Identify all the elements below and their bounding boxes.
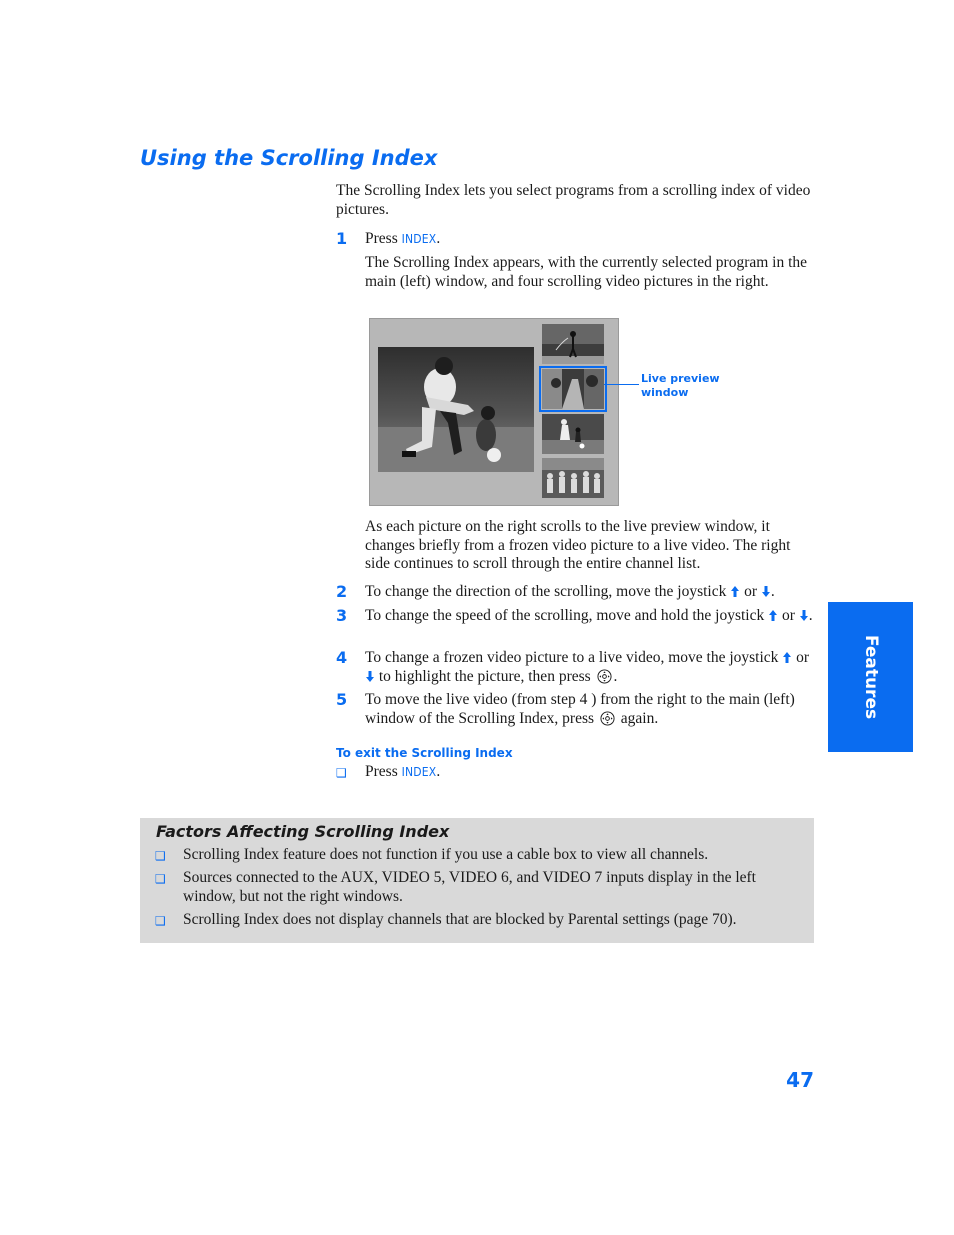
step-2-or: or: [744, 583, 758, 600]
checkbox-bullet-icon: ❑: [155, 872, 166, 886]
step-1-post: .: [436, 230, 441, 247]
intro-paragraph: The Scrolling Index lets you select programs from a scrolling index of video pictures.: [336, 182, 811, 218]
step-4-text: [365, 649, 815, 686]
up-arrow-icon: [731, 586, 739, 597]
page-number: 47: [786, 1068, 814, 1092]
factors-title: Factors Affecting Scrolling Index: [156, 822, 450, 841]
step-2-text: [365, 583, 815, 602]
down-arrow-icon: [366, 671, 374, 682]
thumbnail-4: [542, 458, 604, 498]
thumbnail-3: [542, 414, 604, 454]
step-3-text: [365, 607, 815, 626]
step-5-text: [365, 691, 815, 728]
step-3-end: .: [808, 607, 813, 624]
live-preview-callout: Live preview window: [641, 372, 720, 399]
step-4-end: .: [613, 667, 618, 685]
exit-pre: Press: [365, 763, 402, 780]
up-arrow-icon: [769, 610, 777, 621]
page-title: Using the Scrolling Index: [140, 146, 438, 170]
factors-panel: [140, 818, 814, 943]
step-4-mid: to highlight the picture, then press: [378, 667, 591, 685]
down-arrow-icon: [800, 610, 808, 621]
exit-text: [365, 763, 815, 782]
index-key-label: INDEX: [401, 765, 437, 779]
step-number-2: 2: [336, 582, 348, 601]
down-arrow-icon: [762, 586, 770, 597]
step-number-1: 1: [336, 229, 348, 248]
factor-item-3: Scrolling Index does not display channels that are blocked by Parental settings (page 70).: [183, 911, 737, 928]
step-5-body: To move the live video (from step 4 ) from the right to the main (left) window of the Scrolling Index, press: [365, 691, 795, 727]
exit-post: .: [436, 763, 441, 780]
factor-item-2: Sources connected to the AUX, VIDEO 5, VIDEO 6, and VIDEO 7 inputs display in the left window, but not the right windows.: [183, 869, 756, 905]
step-5-end: again.: [620, 709, 659, 727]
scrolling-index-screen: [369, 318, 619, 506]
factor-item-1: Scrolling Index feature does not function if you use a cable box to view all channels.: [183, 846, 709, 863]
joystick-press-icon: [597, 669, 612, 684]
callout-leader-line: [604, 384, 639, 385]
step-3-or: or: [781, 607, 795, 624]
checkbox-bullet-icon: ❑: [336, 766, 347, 780]
live-preview-thumbnail: [542, 369, 604, 409]
thumbnail-1: [542, 324, 604, 364]
checkbox-bullet-icon: ❑: [155, 849, 166, 863]
main-window-picture: [378, 347, 534, 472]
up-arrow-icon: [783, 652, 791, 663]
index-key-label: INDEX: [401, 232, 437, 246]
checkbox-bullet-icon: ❑: [155, 914, 166, 928]
step-1-text: [365, 230, 815, 249]
side-tab-label: Features: [860, 634, 881, 720]
step-4-body: To change a frozen video picture to a live video, move the joystick: [365, 649, 779, 666]
step-2-end: .: [770, 583, 775, 600]
exit-heading: To exit the Scrolling Index: [336, 746, 513, 760]
step-number-4: 4: [336, 648, 348, 667]
step-2-body: To change the direction of the scrolling, move the joystick: [365, 583, 727, 600]
step-number-3: 3: [336, 606, 348, 625]
step-3-body: To change the speed of the scrolling, move and hold the joystick: [365, 607, 765, 624]
step-4-or: or: [796, 649, 810, 666]
step-number-5: 5: [336, 690, 348, 709]
after-figure-paragraph: As each picture on the right scrolls to the live preview window, it changes briefly from a frozen video picture to a live video. The right side continues to scroll through the entire channel list.: [365, 518, 791, 573]
features-side-tab: [828, 602, 913, 752]
step-1-pre: Press: [365, 230, 402, 247]
joystick-press-icon: [600, 711, 615, 726]
step-1-description: The Scrolling Index appears, with the currently selected program in the main (left) window, and four scrolling video pictures in the right.: [365, 254, 808, 290]
